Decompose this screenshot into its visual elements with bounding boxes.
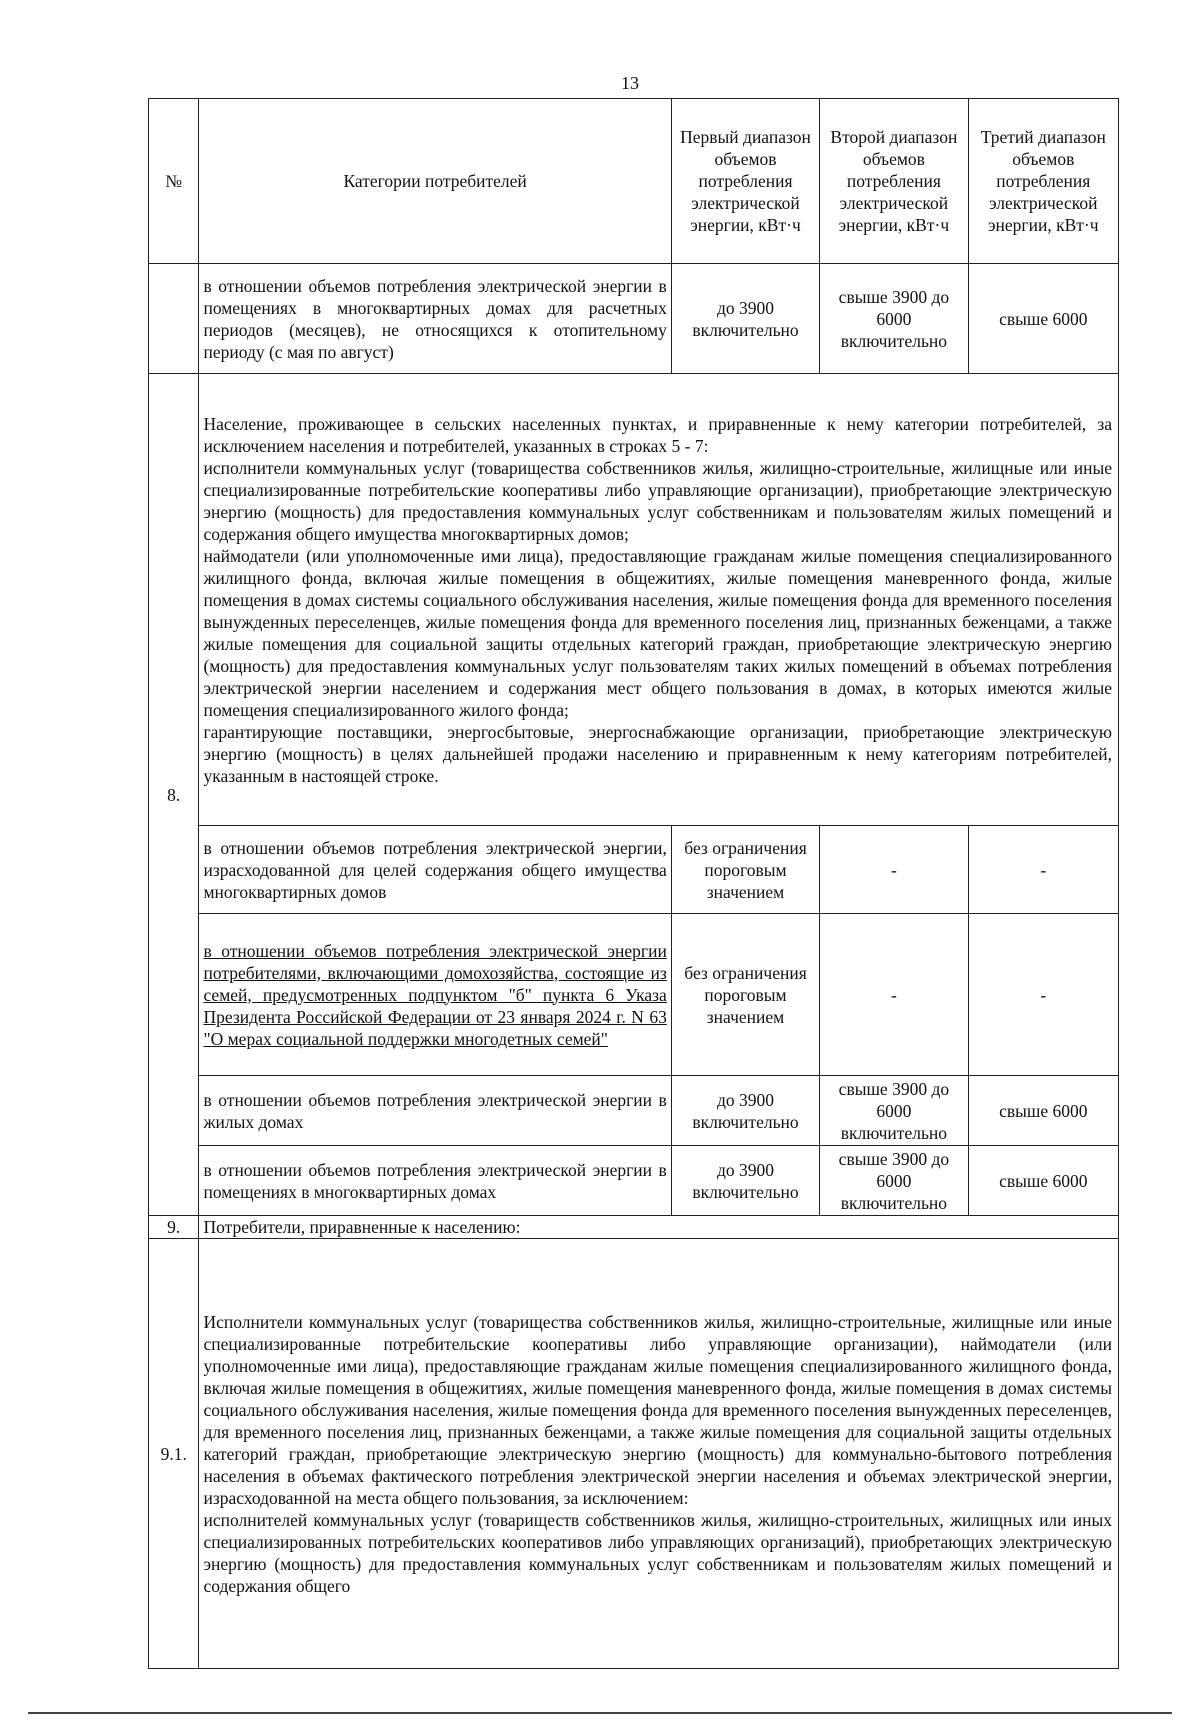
- category-text: в отношении объемов потребления электрической энергии потребителями, включающими домохозяйства, состоящие из семей, предусмотренных подпунктом "б" пункта 6 Указа Президента Российской Федерации от 23 января 2024 г. N 63 "О мерах социальной поддержки многодетных семей": [199, 914, 671, 1076]
- page-number: 13: [621, 73, 639, 93]
- table-row: [149, 826, 1119, 914]
- table-row: [149, 264, 1119, 374]
- category-text: в отношении объемов потребления электрической энергии в помещениях в многоквартирных домах: [199, 1146, 671, 1216]
- page-bottom-rule: [28, 1712, 1172, 1714]
- range-3-value: свыше 6000: [968, 1076, 1118, 1146]
- tariff-table: [148, 98, 1119, 1669]
- row-number-9-1: 9.1.: [149, 1239, 199, 1669]
- paragraph: Население, проживающее в сельских населенных пунктах, и приравненные к нему категории потребителей, за исключением населения и потребителей, указанных в строках 5 - 7:: [203, 413, 1112, 456]
- header-range-3: Третий диапазон объемов потребления электрической энергии, кВт·ч: [968, 99, 1118, 264]
- range-1-value: до 3900 включительно: [671, 1076, 819, 1146]
- category-text: в отношении объемов потребления электрической энергии, израсходованной для целей содержания общего имущества многоквартирных домов: [199, 826, 671, 914]
- paragraph: Исполнители коммунальных услуг (товарищества собственников жилья, жилищно-строительные, жилищные или иные специализированные потребительские кооперативы либо управляющие организации), наймодатели (или уполномоченные ими лица), предоставляющие гражданам жилые помещения специализированного жилищного фонда, включая жилые помещения в общежитиях, жилые помещения маневренного фонда, жилые помещения в домах системы социального обслуживания населения, жилые помещения фонда для временного поселения вынужденных переселенцев, для временного поселения лиц, признанных беженцами, а также жилые помещения для социальной защиты отдельных категорий граждан, приобретающие электрическую энергию (мощность) для коммунально-бытового потребления населения в объемах фактического потребления электрической энергии населения и объемах электрической энергии, израсходованной на места общего пользования, за исключением:: [203, 1311, 1112, 1508]
- range-3-value: свыше 6000: [968, 1146, 1118, 1216]
- range-1-value: до 3900 включительно: [671, 1146, 819, 1216]
- header-num: №: [149, 99, 199, 264]
- paragraph: исполнители коммунальных услуг (товарищества собственников жилья, жилищно-строительные, жилищные или иные специализированные потребительские кооперативы либо управляющие организации), приобретающие электрическую энергию (мощность) для предоставления коммунальных услуг собственникам и пользователям жилых помещений и содержания общего имущества многоквартирных домов;: [203, 457, 1112, 544]
- range-2-value: свыше 3900 до 6000 включительно: [820, 1146, 968, 1216]
- range-2-value: -: [820, 914, 968, 1076]
- range-1-value: до 3900 включительно: [671, 264, 819, 374]
- table-row: [149, 374, 1119, 826]
- range-2-value: -: [820, 826, 968, 914]
- table-row: [149, 914, 1119, 1076]
- range-1-value: без ограничения пороговым значением: [671, 914, 819, 1076]
- category-text: в отношении объемов потребления электрической энергии в жилых домах: [199, 1076, 671, 1146]
- header-range-1: Первый диапазон объемов потребления электрической энергии, кВт·ч: [671, 99, 819, 264]
- header-category: Категории потребителей: [199, 99, 671, 264]
- table-row: [149, 1216, 1119, 1239]
- paragraph: гарантирующие поставщики, энергосбытовые, энергоснабжающие организации, приобретающие электрическую энергию (мощность) в целях дальнейшей продажи населению и приравненным к нему категориям потребителей, указанным в настоящей строке.: [203, 721, 1112, 786]
- row-8-description: [199, 374, 1119, 826]
- range-2-value: свыше 3900 до 6000 включительно: [820, 264, 968, 374]
- table-row: [149, 1239, 1119, 1669]
- table-row: [149, 1146, 1119, 1216]
- row-9-1-description: [199, 1239, 1119, 1669]
- paragraph: наймодатели (или уполномоченные ими лица), предоставляющие гражданам жилые помещения специализированного жилищного фонда, включая жилые помещения в общежитиях, жилые помещения маневренного фонда, жилые помещения в домах системы социального обслуживания населения, жилые помещения фонда для временного поселения вынужденных переселенцев, жилые помещения фонда для временного поселения лиц, признанных беженцами, а также жилые помещения для социальной защиты отдельных категорий граждан, приобретающие электрическую энергию (мощность) для предоставления коммунальных услуг пользователям таких жилых помещений в объемах потребления электрической энергии населением и содержания мест общего пользования в домах, в которых имеются жилые помещения специализированного жилого фонда;: [203, 545, 1112, 720]
- row-number-8: 8.: [149, 374, 199, 1216]
- row-9-description: Потребители, приравненные к населению:: [199, 1216, 1119, 1239]
- range-3-value: свыше 6000: [968, 264, 1118, 374]
- category-text: в отношении объемов потребления электрической энергии в помещениях в многоквартирных домах для расчетных периодов (месяцев), не относящихся к отопительному периоду (с мая по август): [199, 264, 671, 374]
- row-num-cell: [149, 264, 199, 374]
- row-number-9: 9.: [149, 1216, 199, 1239]
- range-2-value: свыше 3900 до 6000 включительно: [820, 1076, 968, 1146]
- header-range-2: Второй диапазон объемов потребления электрической энергии, кВт·ч: [820, 99, 968, 264]
- range-1-value: без ограничения пороговым значением: [671, 826, 819, 914]
- range-3-value: -: [968, 914, 1118, 1076]
- range-3-value: -: [968, 826, 1118, 914]
- paragraph: исполнителей коммунальных услуг (товариществ собственников жилья, жилищно-строительных, жилищных или иных специализированных потребительских кооперативов либо управляющих организаций), приобретающих электрическую энергию (мощность) для предоставления коммунальных услуг собственникам и пользователям жилых помещений и содержания общего: [203, 1509, 1112, 1596]
- table-header-row: [149, 99, 1119, 264]
- table-row: [149, 1076, 1119, 1146]
